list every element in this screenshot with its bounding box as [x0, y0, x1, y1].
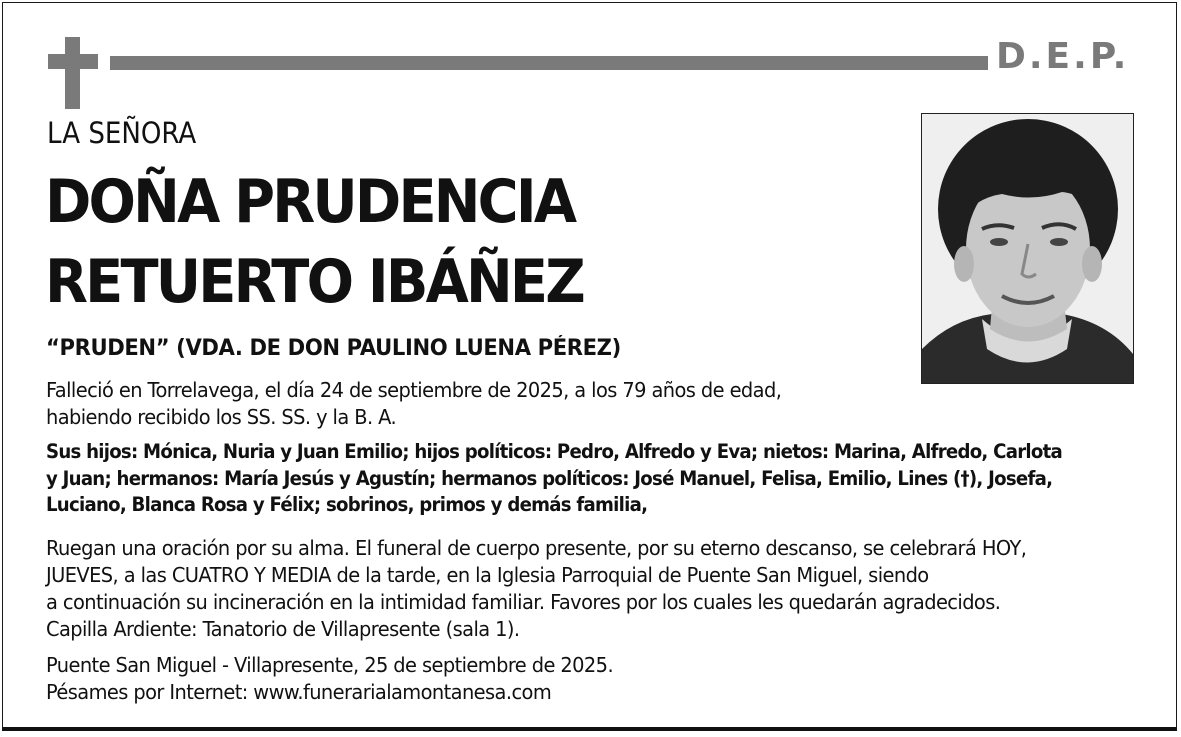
text-line: Pésames por Internet: www.funerarialamontanesa.com	[46, 680, 552, 704]
text-line: Falleció en Torrelavega, el día 24 de septiembre de 2025, a los 79 años de edad,	[46, 378, 782, 402]
text-line: a continuación su incineración en la intimidad familiar. Favores por los cuales les quedarán agradecidos.	[46, 590, 1001, 614]
text-line: Capilla Ardiente: Tanatorio de Villapresente (sala 1).	[46, 617, 520, 641]
funeral-details	[46, 535, 1026, 643]
deceased-name-line1: DOÑA PRUDENCIA	[45, 167, 575, 237]
header-rule	[110, 56, 988, 70]
text-line: JUEVES, a las CUATRO Y MEDIA de la tarde, en la Iglesia Parroquial de Puente San Miguel, siendo	[46, 563, 929, 587]
family-list	[46, 439, 1062, 519]
death-details	[46, 377, 781, 431]
portrait-photo	[921, 113, 1134, 384]
text-line: Puente San Miguel - Villapresente, 25 de septiembre de 2025.	[46, 653, 614, 677]
deceased-alias: “PRUDEN” (VDA. DE DON PAULINO LUENA PÉREZ)	[46, 336, 621, 361]
text-line: Ruegan una oración por su alma. El funeral de cuerpo presente, por su eterno descanso, se celebrará HOY,	[46, 536, 1027, 560]
text-line: Sus hijos: Mónica, Nuria y Juan Emilio; hijos políticos: Pedro, Alfredo y Eva; nietos: Marina, Alfredo, Carlota	[46, 440, 1063, 463]
title-prefix: LA SEÑORA	[47, 116, 197, 150]
dep-label: D.E.P.	[996, 36, 1130, 77]
place-date	[46, 652, 613, 706]
deceased-name-line2: RETUERTO IBÁÑEZ	[45, 247, 583, 317]
text-line: habiendo recibido los SS. SS. y la B. A.	[46, 405, 397, 429]
text-line: y Juan; hermanos: María Jesús y Agustín; hermanos políticos: José Manuel, Felisa, Emilio, Lines (†), Josefa,	[46, 466, 1053, 490]
text-line: Luciano, Blanca Rosa y Félix; sobrinos, primos y demás familia,	[46, 493, 648, 516]
cross-icon	[48, 37, 98, 109]
